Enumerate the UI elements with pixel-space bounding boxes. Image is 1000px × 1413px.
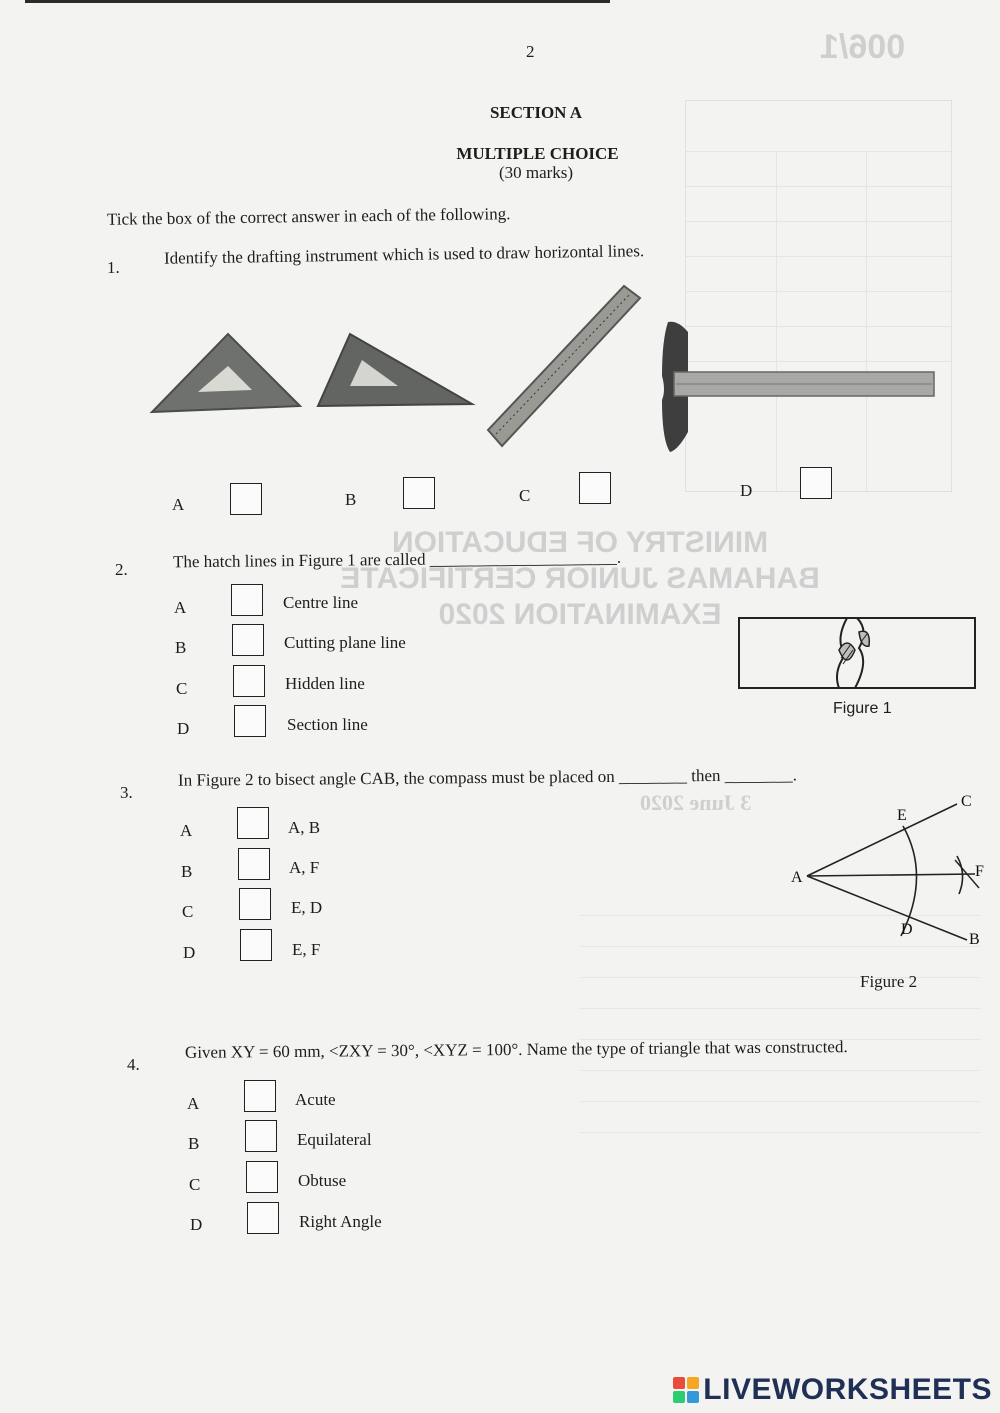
q2-option-a-checkbox[interactable] (231, 584, 263, 616)
q4-option-c-text: Obtuse (298, 1171, 347, 1190)
q1-option-a-label: A (172, 495, 185, 514)
q2-option-d-letter: D (177, 719, 190, 738)
bleed-line-2: BAHAMAS JUNIOR CERTIFICATE (340, 562, 820, 595)
q3-option-c-text: E, D (291, 898, 323, 917)
q3-text: In Figure 2 to bisect angle CAB, the compass must be placed on ________ then ________. (177, 765, 798, 790)
q4-number: 4. (127, 1055, 140, 1074)
q4-option-c-checkbox[interactable] (246, 1161, 278, 1193)
q2-option-b-checkbox[interactable] (232, 624, 264, 656)
q2-option-b-text: Cutting plane line (284, 633, 406, 652)
q3-option-a-text: A, B (288, 818, 321, 837)
q3-option-b-checkbox[interactable] (238, 848, 270, 880)
q4-option-d-letter: D (190, 1215, 203, 1234)
q4-option-a-letter: A (187, 1094, 200, 1113)
figure-2-point-e: E (897, 807, 907, 824)
q2-number: 2. (115, 560, 128, 579)
q3-option-d-text: E, F (292, 940, 321, 959)
q4-option-a-text: Acute (295, 1090, 336, 1109)
liveworksheets-logo[interactable] (673, 1373, 992, 1407)
q3-option-b-letter: B (181, 862, 193, 881)
instruction-text: Tick the box of the correct answer in each of the following. (106, 204, 511, 229)
q3-option-a-checkbox[interactable] (237, 807, 269, 839)
figure-1-drawing (735, 610, 980, 692)
liveworksheets-text: LIVEWORKSHEETS (703, 1373, 992, 1406)
bleed-through-code (820, 28, 905, 67)
marks-label: (30 marks) (498, 163, 574, 182)
figure-2-point-b: B (969, 931, 980, 948)
liveworksheets-icon (673, 1377, 699, 1403)
q1-option-c-label: C (519, 486, 531, 505)
section-subtitle: MULTIPLE CHOICE (456, 144, 619, 163)
set-square-a (152, 334, 300, 412)
drafting-instruments-image (140, 280, 940, 460)
figure-2-drawing (785, 790, 995, 950)
q2-option-a-letter: A (174, 598, 187, 617)
q4-text: Given XY = 60 mm, <ZXY = 30°, <XYZ = 100°. Name the type of triangle that was constructed. (184, 1037, 848, 1062)
q4-option-b-letter: B (188, 1134, 200, 1153)
q2-option-b-letter: B (175, 638, 187, 657)
q2-option-d-text: Section line (287, 715, 368, 734)
q2-option-a-text: Centre line (283, 593, 359, 612)
q3-option-a-letter: A (180, 821, 193, 840)
q3-option-c-checkbox[interactable] (239, 888, 271, 920)
page-number: 2 (526, 42, 535, 61)
ruler-c (488, 286, 640, 446)
q3-option-c-letter: C (182, 902, 194, 921)
set-square-b (318, 334, 472, 406)
bleed-date: 3 June 2020 (640, 790, 752, 815)
q2-option-c-text: Hidden line (285, 674, 365, 693)
q3-option-b-text: A, F (289, 858, 320, 877)
t-square-d (662, 322, 934, 452)
q1-option-b-checkbox[interactable] (403, 477, 435, 509)
bleed-through-date (640, 790, 751, 816)
q4-option-a-checkbox[interactable] (244, 1080, 276, 1112)
q3-option-d-letter: D (183, 943, 196, 962)
figure-2-label: Figure 2 (860, 972, 918, 991)
q1-option-b-label: B (345, 490, 357, 509)
section-title: SECTION A (489, 103, 583, 122)
top-border-line (25, 0, 610, 3)
q2-text: The hatch lines in Figure 1 are called ______________________. (172, 547, 622, 572)
q1-option-d-label: D (740, 481, 753, 500)
q4-option-d-checkbox[interactable] (247, 1202, 279, 1234)
q4-option-b-text: Equilateral (297, 1130, 372, 1149)
q1-number: 1. (107, 258, 120, 277)
q4-option-b-checkbox[interactable] (245, 1120, 277, 1152)
q2-option-c-checkbox[interactable] (233, 665, 265, 697)
q1-text: Identify the drafting instrument which is used to draw horizontal lines. (163, 241, 645, 268)
figure-2-point-d: D (901, 921, 913, 938)
q3-option-d-checkbox[interactable] (240, 929, 272, 961)
figure-1-label: Figure 1 (833, 700, 892, 717)
figure-2-point-f: F (975, 863, 984, 880)
figure-2-point-a: A (791, 869, 803, 886)
q3-number: 3. (120, 783, 133, 802)
q2-option-c-letter: C (176, 679, 188, 698)
q2-option-d-checkbox[interactable] (234, 705, 266, 737)
bleed-line-3: EXAMINATION 2020 (438, 598, 722, 631)
q1-option-c-checkbox[interactable] (579, 472, 611, 504)
figure-2-point-c: C (961, 793, 972, 810)
q4-option-c-letter: C (189, 1175, 201, 1194)
bleed-code: 006/1 (820, 28, 906, 66)
bleed-line-1: MINISTRY OF EDUCATION (391, 526, 769, 559)
q1-option-d-checkbox[interactable] (800, 467, 832, 499)
q4-option-d-text: Right Angle (299, 1212, 382, 1231)
q1-option-a-checkbox[interactable] (230, 483, 262, 515)
